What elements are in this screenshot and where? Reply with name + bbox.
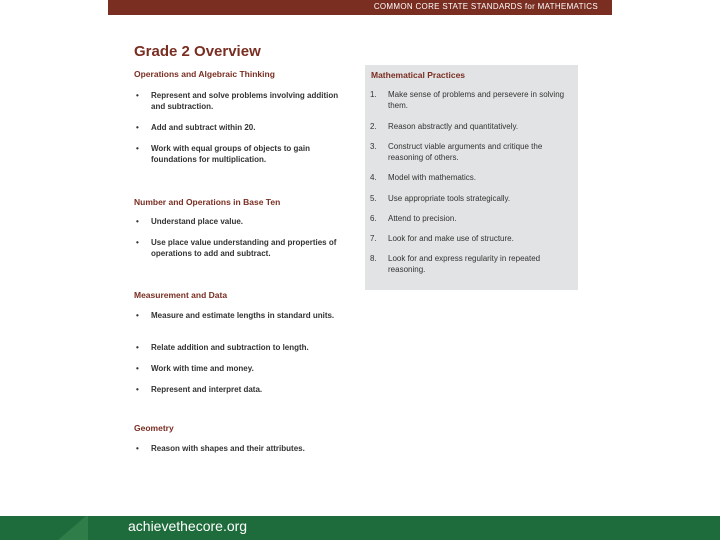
bullet-icon: • <box>136 385 139 394</box>
section-heading-geometry: Geometry <box>134 423 174 433</box>
practice-item: 3. Construct viable arguments and critique the reasoning of others. <box>370 142 543 162</box>
practice-item: 8. Look for and express regularity in repeated reasoning. <box>370 254 541 274</box>
page-title: Grade 2 Overview <box>134 43 261 60</box>
bullet-icon: • <box>136 91 139 100</box>
practice-item: 5. Use appropriate tools strategically. <box>370 194 511 203</box>
footer-url[interactable]: achievethecore.org <box>128 518 248 534</box>
footer-wedge-decoration <box>58 516 88 540</box>
bullet-icon: • <box>136 364 139 373</box>
practice-item: 4. Model with mathematics. <box>370 173 477 182</box>
list-item: • Work with time and money. <box>136 364 254 373</box>
practices-heading: Mathematical Practices <box>371 70 466 80</box>
mathematical-practices-box <box>365 65 578 290</box>
list-item: • Work with equal groups of objects to gain foundations for multiplication. <box>136 144 310 164</box>
list-item: • Represent and interpret data. <box>136 385 263 394</box>
practice-item: 1. Make sense of problems and persevere in solving them. <box>370 90 565 110</box>
footer-band <box>0 516 720 540</box>
bullet-icon: • <box>136 311 139 320</box>
bullet-icon: • <box>136 238 139 247</box>
list-item: • Represent and solve problems involving addition and subtraction. <box>136 91 339 111</box>
practice-item: 7. Look for and make use of structure. <box>370 234 514 243</box>
list-item: • Understand place value. <box>136 217 244 226</box>
list-item: • Relate addition and subtraction to length. <box>136 343 309 352</box>
bullet-icon: • <box>136 144 139 153</box>
list-item: • Reason with shapes and their attributes. <box>136 444 305 453</box>
header-band <box>108 0 612 15</box>
list-item: • Add and subtract within 20. <box>136 123 256 132</box>
practice-item: 6. Attend to precision. <box>370 214 457 223</box>
section-heading-operations: Operations and Algebraic Thinking <box>134 69 275 79</box>
practice-item: 2. Reason abstractly and quantitatively. <box>370 122 519 131</box>
bullet-icon: • <box>136 123 139 132</box>
header-text: COMMON CORE STATE STANDARDS for MATHEMATICS <box>373 2 598 11</box>
list-item: • Measure and estimate lengths in standard units. <box>136 311 335 320</box>
section-heading-measurement: Measurement and Data <box>134 290 228 300</box>
bullet-icon: • <box>136 444 139 453</box>
section-heading-base-ten: Number and Operations in Base Ten <box>134 197 281 207</box>
bullet-icon: • <box>136 217 139 226</box>
list-item: • Use place value understanding and properties of operations to add and subtract. <box>136 238 337 258</box>
bullet-icon: • <box>136 343 139 352</box>
